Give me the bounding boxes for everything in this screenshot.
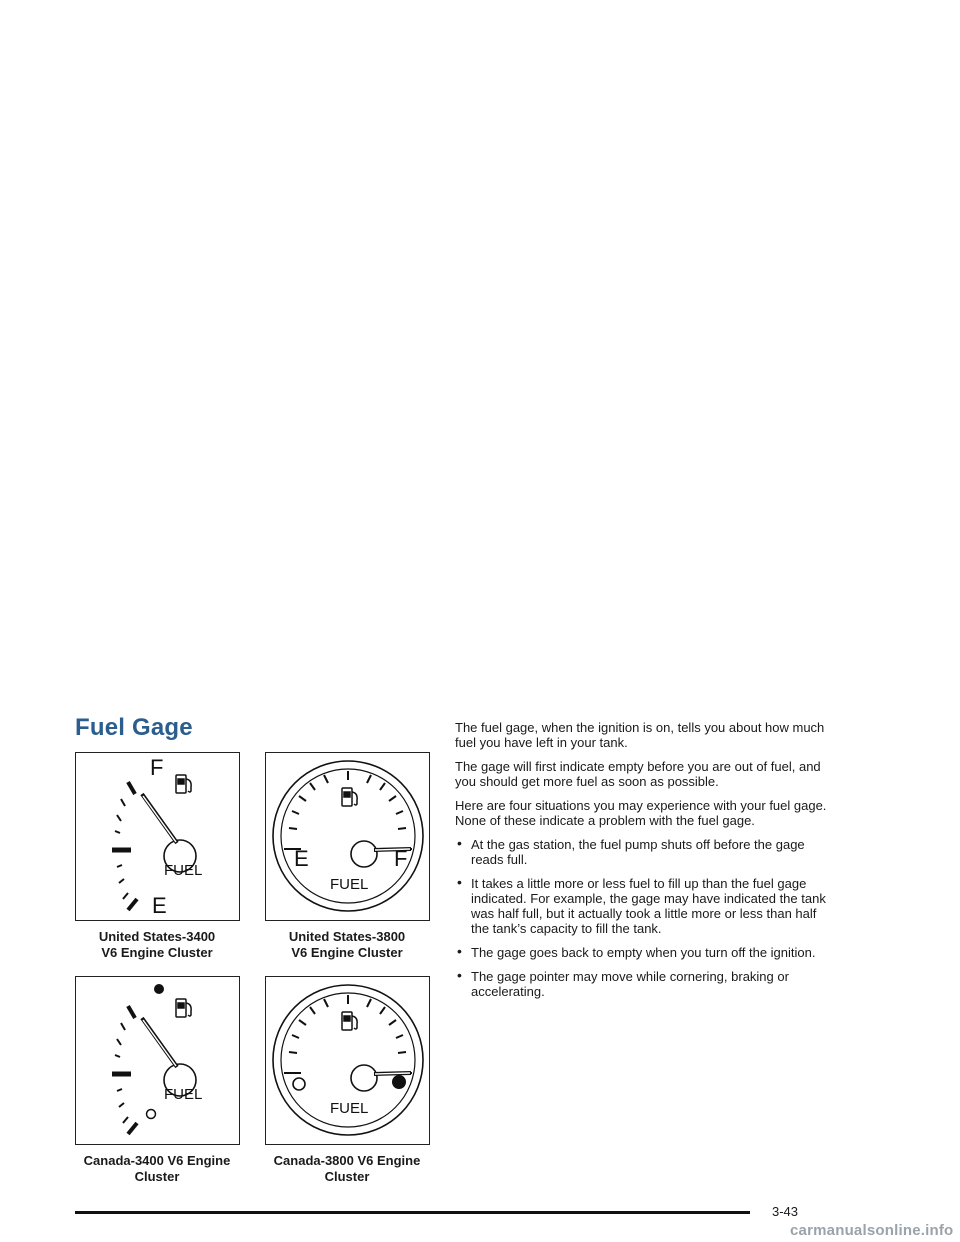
empty-label: E	[294, 846, 309, 871]
bullet-icon: •	[457, 874, 462, 890]
fuel-label: FUEL	[164, 1086, 203, 1103]
figure-canada-3800	[265, 976, 430, 1145]
fuel-pump-icon	[176, 999, 191, 1017]
bullet-icon: •	[457, 943, 462, 959]
empty-symbol-icon	[293, 1078, 305, 1090]
needle-hub	[351, 1065, 377, 1091]
full-label: F	[150, 755, 164, 780]
caption-text: Canada-3400 V6 Engine Cluster	[83, 1153, 231, 1184]
full-symbol-icon	[392, 1075, 406, 1089]
watermark: carmanualsonline.info	[790, 1222, 954, 1239]
list-item-text: The gage goes back to empty when you turn off the ignition.	[471, 945, 816, 960]
empty-label: E	[152, 893, 167, 918]
fuel-pump-icon	[342, 788, 357, 806]
caption-text: Canada-3800 V6 Engine Cluster	[273, 1153, 421, 1184]
page-number: 3-43	[772, 1204, 799, 1219]
full-label: F	[394, 846, 408, 871]
full-symbol-icon	[154, 984, 164, 994]
list-item	[455, 876, 835, 936]
figure-us-3800	[265, 752, 430, 921]
footer-rule	[75, 1211, 750, 1214]
needle-hub	[351, 841, 377, 867]
list-item-text: It takes a little more or less fuel to fill up than the fuel gage indicated. For example, the gage may have indicated the tank was half full, but it actually took a little more or less than half the tank’s capacity to fill the tank.	[471, 876, 826, 936]
situation-list	[455, 837, 835, 999]
figure-us-3400	[75, 752, 240, 921]
fuel-pump-icon	[176, 775, 191, 793]
figure-canada-3400	[75, 976, 240, 1145]
list-item-text: The gage pointer may move while cornering, braking or accelerating.	[471, 969, 789, 999]
fuel-gage-illustration-us-3800	[266, 753, 429, 920]
caption-us-3400	[62, 929, 252, 961]
fuel-label: FUEL	[164, 862, 203, 879]
fuel-pump-icon	[342, 1012, 357, 1030]
fuel-gage-illustration-us-3400	[76, 753, 239, 920]
list-item	[455, 837, 835, 867]
list-item	[455, 969, 835, 999]
body-text	[455, 720, 835, 1008]
fuel-label: FUEL	[330, 876, 369, 893]
paragraph: Here are four situations you may experience with your fuel gage. None of these indicate a problem with the fuel gage.	[455, 798, 827, 828]
bullet-icon: •	[457, 835, 462, 851]
fuel-gage-illustration-canada-3800	[266, 977, 429, 1144]
caption-canada-3800	[252, 1153, 442, 1185]
empty-symbol-icon	[147, 1110, 156, 1119]
fuel-gage-illustration-canada-3400	[76, 977, 239, 1144]
paragraph: The gage will first indicate empty before you are out of fuel, and you should get more fuel as soon as possible.	[455, 759, 821, 789]
paragraph: The fuel gage, when the ignition is on, tells you about how much fuel you have left in your tank.	[455, 720, 825, 750]
fuel-label: FUEL	[330, 1100, 369, 1117]
caption-text: United States-3400 V6 Engine Cluster	[98, 929, 216, 960]
page-title: Fuel Gage	[75, 714, 193, 741]
caption-us-3800	[252, 929, 442, 961]
bullet-icon: •	[457, 967, 462, 983]
caption-canada-3400	[62, 1153, 252, 1185]
caption-text: United States-3800 V6 Engine Cluster	[288, 929, 406, 960]
list-item	[455, 945, 835, 960]
list-item-text: At the gas station, the fuel pump shuts off before the gage reads full.	[471, 837, 805, 867]
